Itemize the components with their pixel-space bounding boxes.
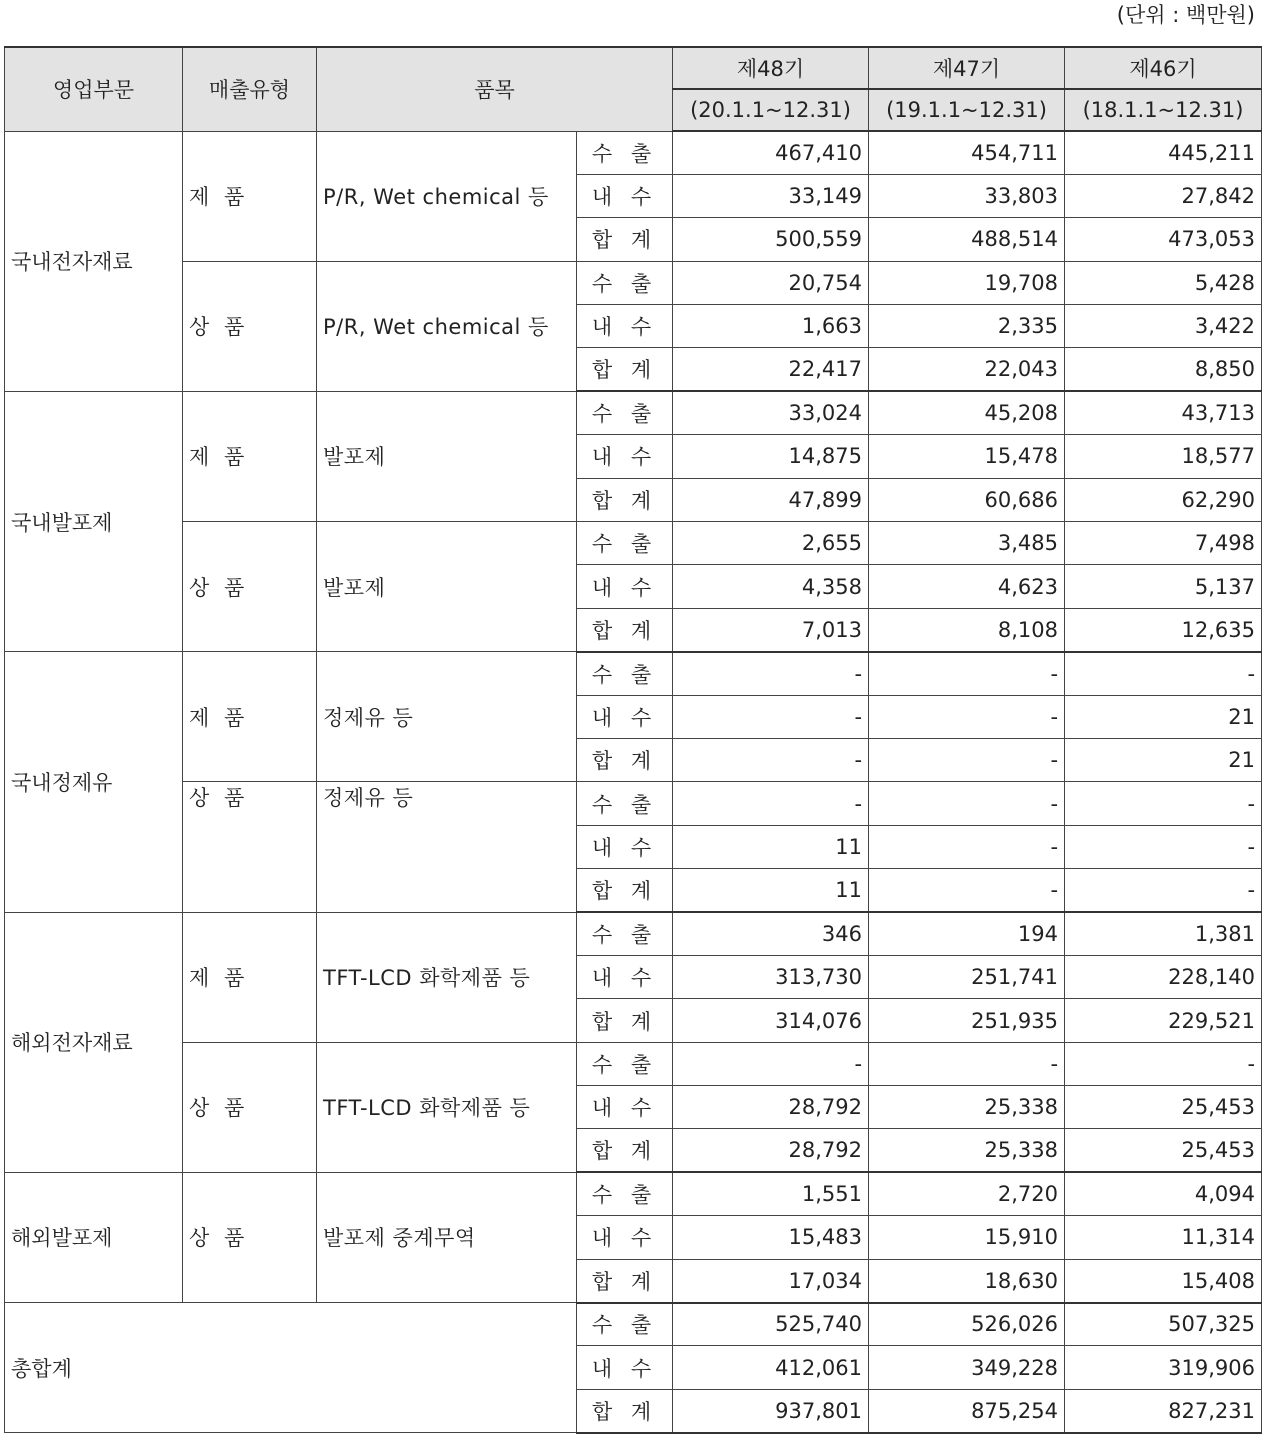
sales-type: 제 품 [183,912,317,1042]
total-amount-cell: 507,325 [1065,1303,1262,1346]
amount-cell: 62,290 [1065,478,1262,521]
sales-kind-label: 합 계 [577,218,673,261]
amount-cell: - [1065,869,1262,912]
amount-cell: 20,754 [673,261,869,304]
amount-cell: 8,850 [1065,348,1262,391]
sales-type: 상 품 [183,1172,317,1302]
amount-cell: - [1065,782,1262,825]
amount-cell: 15,910 [869,1216,1065,1259]
sales-kind-label: 합 계 [577,478,673,521]
amount-cell: 25,453 [1065,1129,1262,1172]
amount-cell: 14,875 [673,435,869,478]
amount-cell: 346 [673,912,869,955]
amount-cell: 2,720 [869,1172,1065,1215]
sales-kind-label: 내 수 [577,695,673,738]
amount-cell: - [673,1042,869,1085]
sales-table [4,46,1262,1434]
amount-cell: 2,655 [673,522,869,565]
amount-cell: 15,483 [673,1216,869,1259]
amount-cell: 251,741 [869,955,1065,998]
amount-cell: - [869,869,1065,912]
amount-cell: - [869,695,1065,738]
amount-cell: 1,381 [1065,912,1262,955]
amount-cell: 25,453 [1065,1086,1262,1129]
amount-cell: 19,708 [869,261,1065,304]
sales-kind-label: 합 계 [577,869,673,912]
amount-cell: 11 [673,869,869,912]
table-row [5,652,1262,695]
amount-cell: - [869,652,1065,695]
table-row [5,131,1262,174]
amount-cell: - [869,1042,1065,1085]
sales-kind-label: 수 출 [577,1172,673,1215]
amount-cell: 43,713 [1065,391,1262,434]
sales-type: 상 품 [183,1042,317,1172]
amount-cell: 4,094 [1065,1172,1262,1215]
amount-cell: - [869,825,1065,868]
table-body [5,131,1262,1433]
amount-cell: 18,577 [1065,435,1262,478]
sales-kind-label: 내 수 [577,305,673,348]
sales-kind-label: 내 수 [577,565,673,608]
header-item: 품목 [317,47,673,131]
amount-cell: 15,478 [869,435,1065,478]
sales-kind-label: 내 수 [577,1346,673,1389]
total-amount-cell: 827,231 [1065,1389,1262,1432]
segment-name: 해외전자재료 [5,912,183,1172]
table-row [5,1042,1262,1085]
header-sales-type: 매출유형 [183,47,317,131]
sales-type: 제 품 [183,131,317,261]
amount-cell: 45,208 [869,391,1065,434]
sales-kind-label: 합 계 [577,608,673,651]
amount-cell: 12,635 [1065,608,1262,651]
header-period-name: 제48기 [673,47,869,89]
amount-cell: 25,338 [869,1129,1065,1172]
table-row [5,391,1262,434]
item-name: P/R, Wet chemical 등 [317,131,577,261]
amount-cell: 2,335 [869,305,1065,348]
amount-cell: 4,623 [869,565,1065,608]
unit-note: (단위 : 백만원) [1116,3,1255,27]
header-period-range: (19.1.1~12.31) [869,89,1065,131]
amount-cell: 28,792 [673,1129,869,1172]
header-period-name: 제47기 [869,47,1065,89]
sales-kind-label: 내 수 [577,1216,673,1259]
sales-kind-label: 내 수 [577,955,673,998]
amount-cell: 251,935 [869,999,1065,1042]
amount-cell: 5,428 [1065,261,1262,304]
amount-cell: 18,630 [869,1259,1065,1302]
header-segment: 영업부문 [5,47,183,131]
amount-cell: 11 [673,825,869,868]
amount-cell: 488,514 [869,218,1065,261]
amount-cell: 4,358 [673,565,869,608]
amount-cell: 3,485 [869,522,1065,565]
total-amount-cell: 412,061 [673,1346,869,1389]
item-name: 정제유 등 [317,652,577,782]
header-row-top [5,47,1262,89]
sales-kind-label: 내 수 [577,174,673,217]
amount-cell: 17,034 [673,1259,869,1302]
amount-cell: 7,498 [1065,522,1262,565]
amount-cell: 1,663 [673,305,869,348]
item-name: 발포제 중계무역 [317,1172,577,1302]
sales-kind-label: 수 출 [577,391,673,434]
item-name: P/R, Wet chemical 등 [317,261,577,391]
sales-kind-label: 내 수 [577,1086,673,1129]
amount-cell: 228,140 [1065,955,1262,998]
amount-cell: - [673,782,869,825]
amount-cell: 27,842 [1065,174,1262,217]
sales-kind-label: 합 계 [577,1389,673,1432]
amount-cell: 467,410 [673,131,869,174]
amount-cell: 22,043 [869,348,1065,391]
amount-cell: 60,686 [869,478,1065,521]
item-name: TFT-LCD 화학제품 등 [317,912,577,1042]
total-amount-cell: 349,228 [869,1346,1065,1389]
sales-kind-label: 내 수 [577,435,673,478]
header-period-range: (18.1.1~12.31) [1065,89,1262,131]
amount-cell: 194 [869,912,1065,955]
sales-type: 상 품 [183,782,317,912]
sales-kind-label: 수 출 [577,912,673,955]
table-row [5,1172,1262,1215]
amount-cell: 21 [1065,738,1262,781]
amount-cell: 33,149 [673,174,869,217]
amount-cell: 229,521 [1065,999,1262,1042]
amount-cell: - [1065,652,1262,695]
sales-kind-label: 합 계 [577,1259,673,1302]
segment-name: 국내전자재료 [5,131,183,391]
amount-cell: - [673,738,869,781]
amount-cell: 3,422 [1065,305,1262,348]
amount-cell: 21 [1065,695,1262,738]
amount-cell: - [1065,825,1262,868]
table-row [5,912,1262,955]
amount-cell: 33,024 [673,391,869,434]
amount-cell: - [1065,1042,1262,1085]
amount-cell: 1,551 [673,1172,869,1215]
total-amount-cell: 526,026 [869,1303,1065,1346]
total-row [5,1303,1262,1346]
total-amount-cell: 937,801 [673,1389,869,1432]
amount-cell: - [869,738,1065,781]
sales-kind-label: 수 출 [577,782,673,825]
amount-cell: 47,899 [673,478,869,521]
amount-cell: 28,792 [673,1086,869,1129]
total-amount-cell: 525,740 [673,1303,869,1346]
item-name: TFT-LCD 화학제품 등 [317,1042,577,1172]
sales-kind-label: 합 계 [577,999,673,1042]
sales-kind-label: 수 출 [577,1042,673,1085]
header-period-name: 제46기 [1065,47,1262,89]
amount-cell: 445,211 [1065,131,1262,174]
sales-kind-label: 수 출 [577,652,673,695]
item-name: 발포제 [317,391,577,521]
amount-cell: 22,417 [673,348,869,391]
amount-cell: - [673,695,869,738]
amount-cell: 7,013 [673,608,869,651]
sales-kind-label: 수 출 [577,522,673,565]
segment-name: 국내발포제 [5,391,183,651]
amount-cell: 473,053 [1065,218,1262,261]
table-row [5,261,1262,304]
sales-kind-label: 합 계 [577,348,673,391]
table-row [5,782,1262,825]
sales-type: 제 품 [183,391,317,521]
amount-cell: 25,338 [869,1086,1065,1129]
amount-cell: 313,730 [673,955,869,998]
total-amount-cell: 875,254 [869,1389,1065,1432]
sales-kind-label: 수 출 [577,1303,673,1346]
amount-cell: 11,314 [1065,1216,1262,1259]
amount-cell: 500,559 [673,218,869,261]
sales-kind-label: 내 수 [577,825,673,868]
sales-type: 상 품 [183,522,317,652]
segment-name: 국내정제유 [5,652,183,912]
sales-type: 상 품 [183,261,317,391]
sales-kind-label: 합 계 [577,1129,673,1172]
grand-total-label: 총합계 [5,1303,577,1433]
sales-type: 제 품 [183,652,317,782]
sales-kind-label: 합 계 [577,738,673,781]
amount-cell: 454,711 [869,131,1065,174]
item-name: 발포제 [317,522,577,652]
sales-kind-label: 수 출 [577,261,673,304]
table-row [5,522,1262,565]
amount-cell: 8,108 [869,608,1065,651]
sales-kind-label: 수 출 [577,131,673,174]
amount-cell: - [673,652,869,695]
amount-cell: - [869,782,1065,825]
amount-cell: 15,408 [1065,1259,1262,1302]
header-period-range: (20.1.1~12.31) [673,89,869,131]
segment-name: 해외발포제 [5,1172,183,1302]
item-name: 정제유 등 [317,782,577,912]
total-amount-cell: 319,906 [1065,1346,1262,1389]
amount-cell: 33,803 [869,174,1065,217]
amount-cell: 5,137 [1065,565,1262,608]
amount-cell: 314,076 [673,999,869,1042]
